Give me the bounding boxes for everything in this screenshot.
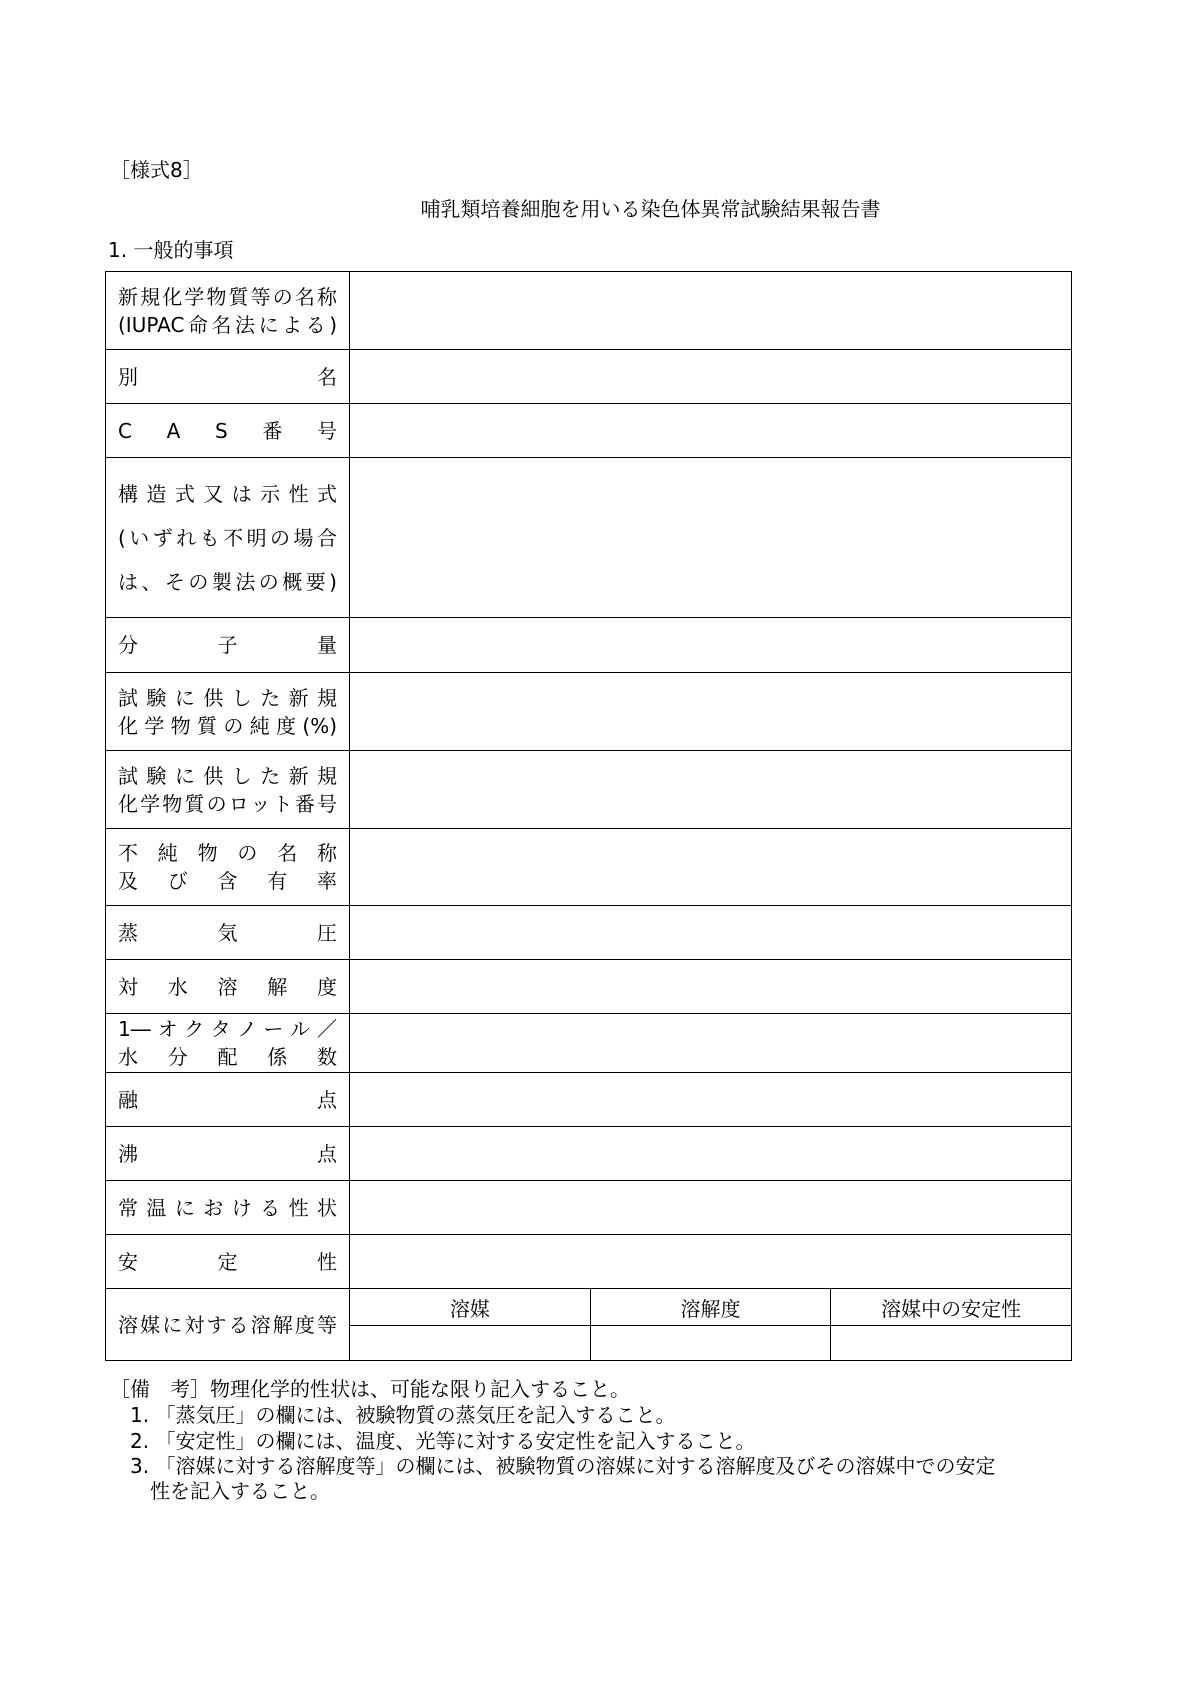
row-solvent-header [106,1289,1072,1326]
label-line: 新規化学物質等の名称 [118,284,337,309]
label-line: 水分配係数 [118,1045,337,1069]
label-line: 融 点 [118,1087,337,1112]
row-appearance [106,1181,1072,1235]
row-partition-coefficient [106,1014,1072,1073]
label-line: 常温における性状 [118,1195,337,1220]
field-label [106,618,350,673]
label-line: 1―オクタノール／ [118,1017,337,1041]
field-value-water-solubility[interactable] [350,960,1072,1014]
field-value-stability[interactable] [350,1235,1072,1289]
row-water-solubility [106,960,1072,1014]
field-value-lot-number[interactable] [350,751,1072,829]
field-label [106,1014,350,1073]
solvent-column-header: 溶媒 [350,1289,591,1326]
field-value-molecular-weight[interactable] [350,618,1072,673]
note-line: 3. 「溶媒に対する溶解度等」の欄には、被験物質の溶媒に対する溶解度及びその溶媒中での安定 [110,1454,996,1478]
label-line: 溶媒に対する溶解度等 [118,1312,337,1337]
solvent-column-header: 溶媒中の安定性 [831,1289,1072,1326]
note-line: ［備 考］物理化学的性状は、可能な限り記入すること。 [110,1377,630,1401]
row-impurities [106,829,1072,906]
general-info-table [105,271,1072,1361]
field-value-partition-coefficient[interactable] [350,1014,1072,1073]
field-value-melting-point[interactable] [350,1073,1072,1127]
field-label [106,404,350,458]
label-line: 蒸 気 圧 [118,920,337,945]
label-line: C A S 番 号 [118,418,337,443]
row-boiling-point [106,1127,1072,1181]
label-line: 試験に供した新規 [118,685,337,710]
field-label [106,458,350,618]
row-alias [106,350,1072,404]
field-value-purity[interactable] [350,673,1072,751]
document-title: 哺乳類培養細胞を用いる染色体異常試験結果報告書 [420,197,881,221]
label-line: 構造式又は示性式 [118,481,337,506]
field-value-appearance[interactable] [350,1181,1072,1235]
note-line: 1. 「蒸気圧」の欄には、被験物質の蒸気圧を記入すること。 [110,1403,676,1427]
label-line: 不純物の名称 [118,841,337,865]
section-heading: 1. 一般的事項 [108,238,234,262]
row-lot-number [106,751,1072,829]
field-label [106,1181,350,1235]
label-line: 化学物質のロット番号 [118,791,337,816]
field-label [106,751,350,829]
field-label [106,1235,350,1289]
label-line: 別 名 [118,364,337,389]
label-line: 及び含有率 [118,869,337,893]
field-value-cas-number[interactable] [350,404,1072,458]
label-line: 分 子 量 [118,633,337,657]
field-value-structural-formula[interactable] [350,458,1072,618]
solvent-value-cell[interactable] [590,1326,831,1361]
form-number: ［様式8］ [110,158,203,182]
field-label [106,906,350,960]
field-label [106,829,350,906]
label-line: は、その製法の概要) [118,569,337,594]
field-value-boiling-point[interactable] [350,1127,1072,1181]
label-line: 対水溶解度 [118,974,337,999]
field-value-alias[interactable] [350,350,1072,404]
label-line: 試験に供した新規 [118,763,337,788]
row-cas-number [106,404,1072,458]
field-label [106,272,350,350]
field-value-impurities[interactable] [350,829,1072,906]
field-value-vapor-pressure[interactable] [350,906,1072,960]
row-purity [106,673,1072,751]
solvent-value-cell[interactable] [831,1326,1072,1361]
row-molecular-weight [106,618,1072,673]
row-melting-point [106,1073,1072,1127]
field-label [106,1073,350,1127]
note-line: 2. 「安定性」の欄には、温度、光等に対する安定性を記入すること。 [110,1429,756,1453]
label-line: 化学物質の純度(%) [118,713,337,738]
field-value-chemical-name[interactable] [350,272,1072,350]
row-stability [106,1235,1072,1289]
field-label [106,1127,350,1181]
row-chemical-name [106,272,1072,350]
field-label [106,350,350,404]
row-structural-formula [106,458,1072,618]
label-line: 安 定 性 [118,1249,337,1274]
field-label [106,1289,350,1361]
label-line: 沸 点 [118,1141,337,1166]
field-label [106,960,350,1014]
solvent-value-cell[interactable] [350,1326,591,1361]
note-line: 性を記入すること。 [110,1479,330,1503]
label-line: (いずれも不明の場合 [118,525,337,550]
row-vapor-pressure [106,906,1072,960]
label-line: (IUPAC命名法による) [118,312,337,337]
field-label [106,673,350,751]
solvent-column-header: 溶解度 [590,1289,831,1326]
